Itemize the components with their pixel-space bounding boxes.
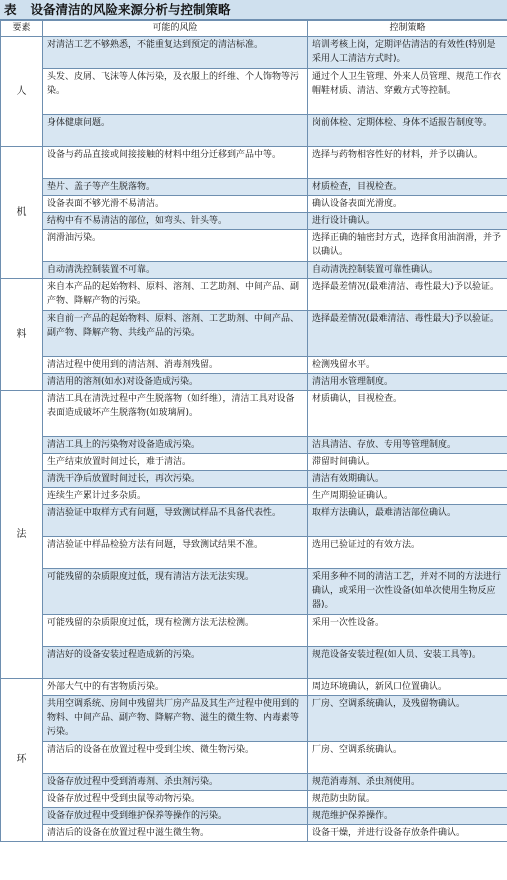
strategy-cell: 自动清洗控制装置可靠性确认。 — [308, 262, 507, 279]
table-caption: 设备清洁的风险来源分析与控制策略 — [30, 2, 231, 17]
strategy-cell: 规范防虫防鼠。 — [308, 791, 507, 808]
table-row — [1, 69, 507, 115]
table-row — [1, 357, 507, 374]
strategy-cell: 培训考核上岗，定期评估清洁的有效性(特别是采用人工清洁方式时)。 — [308, 37, 507, 69]
risk-cell: 可能残留的杂质限度过低，现有清洁方法无法实现。 — [43, 569, 308, 615]
risk-cell: 对清洁工艺不够熟悉，不能重复达到预定的清洁标准。 — [43, 37, 308, 69]
table-label: 表 — [4, 2, 17, 17]
risk-cell: 清洁用的溶剂(如水)对设备造成污染。 — [43, 374, 308, 391]
strategy-cell: 选用已验证过的有效方法。 — [308, 537, 507, 569]
strategy-cell: 岗前体检、定期体检、身体不适报告制度等。 — [308, 115, 507, 147]
risk-cell: 清洁验证中样品检验方法有问题，导致测试结果不准。 — [43, 537, 308, 569]
strategy-cell: 取样方法确认，最难清洁部位确认。 — [308, 505, 507, 537]
risk-cell: 自动清洗控制装置不可靠。 — [43, 262, 308, 279]
table-row — [1, 115, 507, 147]
factor-cell: 料 — [1, 279, 43, 391]
risk-cell: 设备存放过程中受到维护保养等操作的污染。 — [43, 808, 308, 825]
table-row — [1, 808, 507, 825]
risk-cell: 垫片、盖子等产生脱落物。 — [43, 179, 308, 196]
table-row — [1, 230, 507, 262]
table-row — [1, 791, 507, 808]
table-row — [1, 196, 507, 213]
strategy-cell: 确认设备表面光滑度。 — [308, 196, 507, 213]
table-row — [1, 454, 507, 471]
table-row — [1, 569, 507, 615]
risk-cell: 身体健康问题。 — [43, 115, 308, 147]
strategy-cell: 规范消毒剂、杀虫剂使用。 — [308, 774, 507, 791]
header-risk: 可能的风险 — [43, 21, 308, 37]
risk-cell: 清洁工具上的污染物对设备造成污染。 — [43, 437, 308, 454]
table-row — [1, 774, 507, 791]
strategy-cell: 设备干燥，并进行设备存放条件确认。 — [308, 825, 507, 842]
table-body — [1, 37, 507, 842]
table-row — [1, 505, 507, 537]
risk-cell: 清洁过程中使用到的清洁剂、消毒剂残留。 — [43, 357, 308, 374]
table-title — [0, 0, 507, 20]
risk-cell: 润滑油污染。 — [43, 230, 308, 262]
strategy-cell: 清洁有效期确认。 — [308, 471, 507, 488]
risk-cell: 设备存放过程中受到虫鼠等动物污染。 — [43, 791, 308, 808]
strategy-cell: 厂房、空调系统确认。 — [308, 742, 507, 774]
strategy-cell: 滞留时间确认。 — [308, 454, 507, 471]
risk-cell: 连续生产累计过多杂质。 — [43, 488, 308, 505]
strategy-cell: 生产周期验证确认。 — [308, 488, 507, 505]
risk-cell: 清洁后的设备在放置过程中受到尘埃、微生物污染。 — [43, 742, 308, 774]
table-row — [1, 488, 507, 505]
risk-cell: 头发、皮屑、飞沫等人体污染，及衣服上的纤维、个人饰物等污染。 — [43, 69, 308, 115]
factor-cell: 机 — [1, 147, 43, 279]
risk-cell: 清洗干净后放置时间过长，再次污染。 — [43, 471, 308, 488]
table-row — [1, 147, 507, 179]
table-row — [1, 679, 507, 696]
risk-cell: 可能残留的杂质限度过低，现有检测方法无法检测。 — [43, 615, 308, 647]
table-row — [1, 615, 507, 647]
table-row — [1, 37, 507, 69]
header-row — [1, 21, 507, 37]
strategy-cell: 周边环境确认，新风口位置确认。 — [308, 679, 507, 696]
strategy-cell: 选择最差情况(最难清洁、毒性最大)予以验证。 — [308, 311, 507, 357]
factor-cell: 法 — [1, 391, 43, 679]
risk-cell: 清洁后的设备在放置过程中滋生微生物。 — [43, 825, 308, 842]
strategy-cell: 材质确认，目视检查。 — [308, 391, 507, 437]
strategy-cell: 规范设备安装过程(如人员、安装工具等)。 — [308, 647, 507, 679]
table-row — [1, 437, 507, 454]
header-factor: 要素 — [1, 21, 43, 37]
risk-cell: 共用空调系统、房间中残留共厂房产品及其生产过程中使用到的物料、中间产品、副产物、降解产物、滋生的微生物、内毒素等污染。 — [43, 696, 308, 742]
risk-cell: 来自前一产品的起始物料、原料、溶剂、工艺助剂、中间产品、副产物、降解产物、共线产品的污染。 — [43, 311, 308, 357]
table-row — [1, 825, 507, 842]
strategy-cell: 选择最差情况(最难清洁、毒性最大)予以验证。 — [308, 279, 507, 311]
risk-cell: 结构中有不易清洁的部位，如弯头、针头等。 — [43, 213, 308, 230]
table-row — [1, 279, 507, 311]
risk-cell: 生产结束放置时间过长，难于清洁。 — [43, 454, 308, 471]
strategy-cell: 采用多种不同的清洁工艺，并对不同的方法进行确认，或采用一次性设备(如单次使用生物反应器)。 — [308, 569, 507, 615]
table-row — [1, 742, 507, 774]
strategy-cell: 采用一次性设备。 — [308, 615, 507, 647]
header-strategy: 控制策略 — [308, 21, 507, 37]
risk-table — [0, 20, 507, 842]
risk-cell: 设备表面不够光滑不易清洁。 — [43, 196, 308, 213]
table-row — [1, 374, 507, 391]
table-row — [1, 391, 507, 437]
strategy-cell: 通过个人卫生管理、外来人员管理、规范工作衣帽鞋材质、清洁、穿戴方式等控制。 — [308, 69, 507, 115]
strategy-cell: 规范维护保养操作。 — [308, 808, 507, 825]
risk-cell: 设备与药品直接或间接接触的材料中组分迁移到产品中等。 — [43, 147, 308, 179]
strategy-cell: 选择与药物相容性好的材料，并予以确认。 — [308, 147, 507, 179]
risk-cell: 清洁验证中取样方式有问题，导致测试样品不具备代表性。 — [43, 505, 308, 537]
risk-cell: 设备存放过程中受到消毒剂、杀虫剂污染。 — [43, 774, 308, 791]
factor-cell: 环 — [1, 679, 43, 842]
strategy-cell: 厂房、空调系统确认，及残留物确认。 — [308, 696, 507, 742]
strategy-cell: 材质检查，目视检查。 — [308, 179, 507, 196]
factor-cell: 人 — [1, 37, 43, 147]
table-row — [1, 311, 507, 357]
table-row — [1, 471, 507, 488]
table-row — [1, 179, 507, 196]
risk-cell: 来自本产品的起始物料、原料、溶剂、工艺助剂、中间产品、副产物、降解产物的污染。 — [43, 279, 308, 311]
risk-cell: 清洁工具在清洗过程中产生脱落物（如纤维），清洁工具对设备表面造成破坏产生脱落物(如玻璃屑)。 — [43, 391, 308, 437]
strategy-cell: 进行设计确认。 — [308, 213, 507, 230]
strategy-cell: 清洁用水管理制度。 — [308, 374, 507, 391]
table-row — [1, 213, 507, 230]
table-row — [1, 647, 507, 679]
strategy-cell: 选择正确的轴密封方式，选择食用油润滑，并予以确认。 — [308, 230, 507, 262]
risk-cell: 清洁好的设备安装过程造成新的污染。 — [43, 647, 308, 679]
strategy-cell: 洁具清洁、存放、专用等管理制度。 — [308, 437, 507, 454]
strategy-cell: 检测残留水平。 — [308, 357, 507, 374]
table-row — [1, 696, 507, 742]
risk-cell: 外部大气中的有害物质污染。 — [43, 679, 308, 696]
table-row — [1, 262, 507, 279]
table-row — [1, 537, 507, 569]
